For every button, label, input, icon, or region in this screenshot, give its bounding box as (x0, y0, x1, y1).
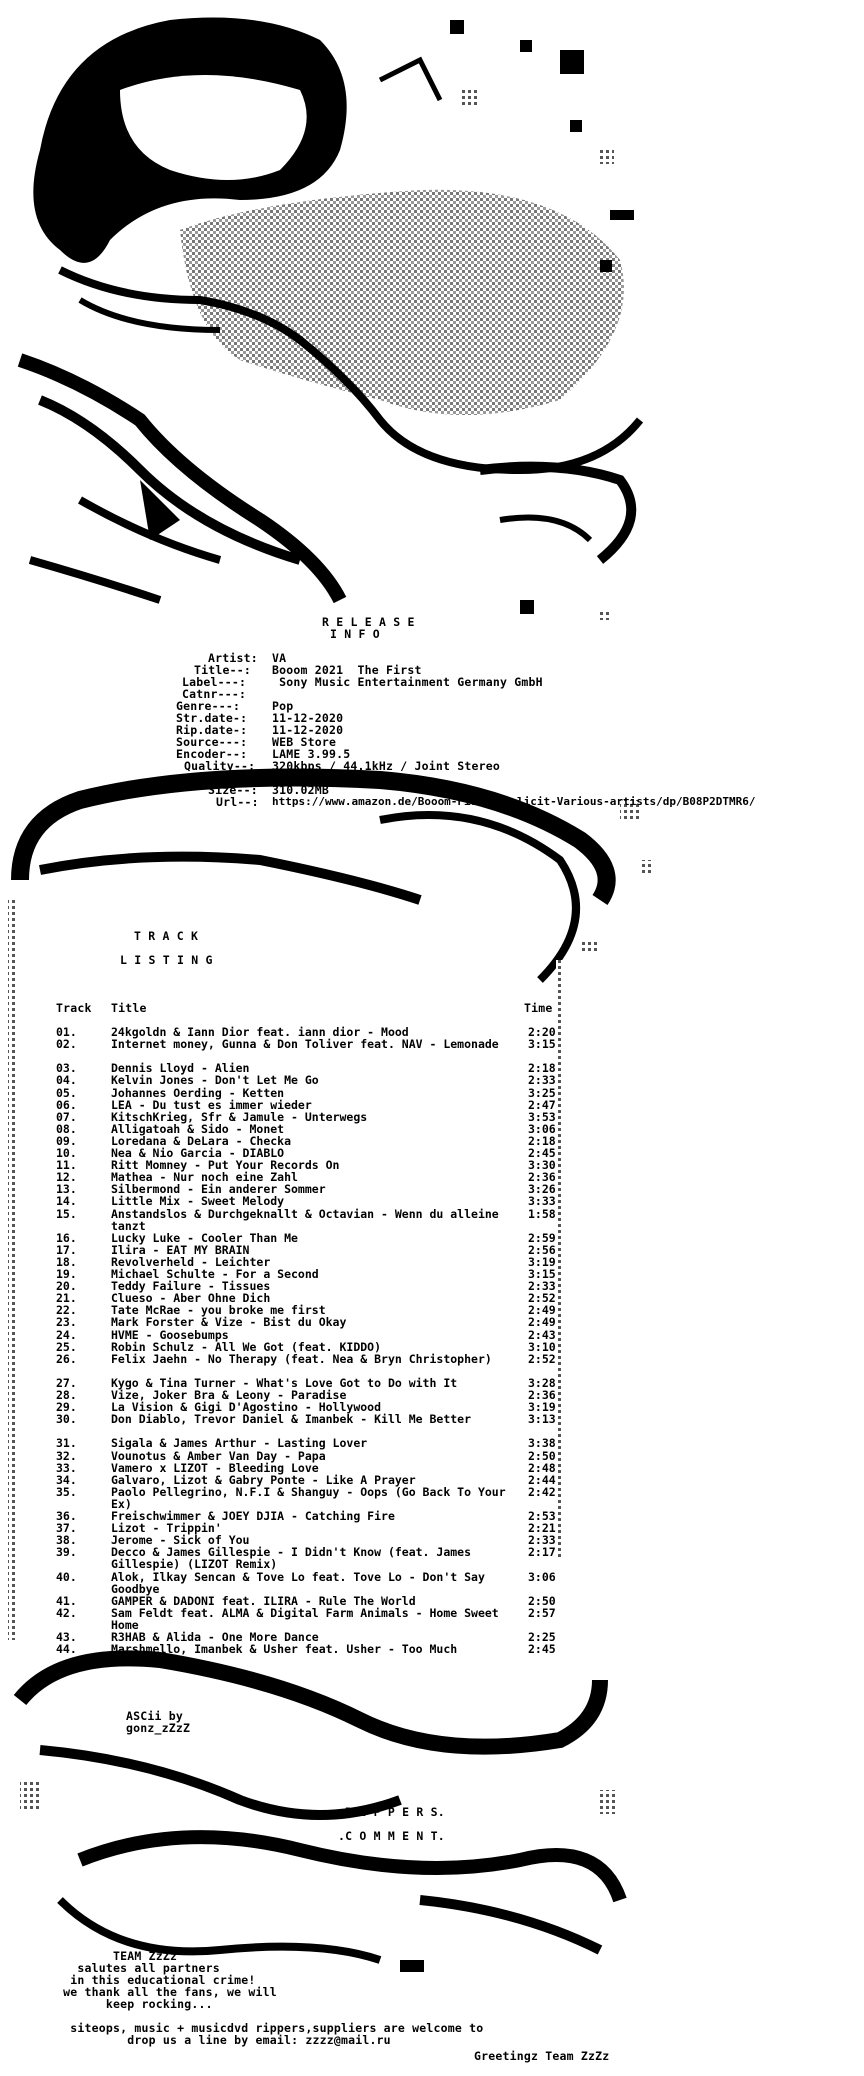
release-info-value: 44 (272, 771, 287, 785)
track-number: 21. (56, 1291, 77, 1306)
track-title: Kygo & Tina Turner - What's Love Got to Do with It (111, 1375, 458, 1390)
track-title: Mathea - Nur noch eine Zahl (111, 1170, 298, 1185)
release-info-label: Title--: (194, 663, 251, 677)
track-number: 39. (56, 1545, 77, 1560)
track-time: 2:52 (528, 1351, 556, 1366)
scroll-bottom-art (20, 1658, 620, 1975)
track-number: 13. (56, 1182, 77, 1197)
track-time: 3:53 (528, 1109, 556, 1124)
release-info-label: Source---: (176, 735, 248, 749)
track-number: 09. (56, 1133, 77, 1148)
track-number: 17. (56, 1242, 77, 1257)
release-info-label: Size--: (208, 783, 258, 797)
track-title: Freischwimmer & JOEY DJIA - Catching Fire (111, 1509, 395, 1523)
release-info-value: 310.02MB (272, 783, 329, 797)
track-number: 05. (56, 1085, 77, 1100)
track-number: 08. (56, 1121, 77, 1136)
track-title: Silbermond - Ein anderer Sommer (111, 1182, 326, 1197)
track-time: 2:45 (528, 1146, 556, 1160)
left-border-art (8, 900, 16, 1640)
track-number: 34. (56, 1472, 77, 1487)
track-time: 3:19 (528, 1400, 556, 1415)
track-title: Paolo Pellegrino, N.F.I & Shanguy - Oops (Go Back To Your Ex) (111, 1484, 506, 1511)
track-title: La Vision & Gigi D'Agostino - Hollywood (111, 1400, 382, 1415)
track-title: Mark Forster & Vize - Bist du Okay (111, 1315, 347, 1330)
track-title: Alok, Ilkay Sencan & Tove Lo feat. Tove Lo - Don't Say Goodbye (111, 1569, 485, 1596)
track-time: 2:52 (528, 1291, 556, 1306)
track-time: 2:20 (528, 1025, 556, 1039)
release-info-label: Artist: (208, 651, 258, 665)
release-header-line1: R E L E A S E (322, 615, 415, 629)
track-number: 43. (56, 1630, 77, 1644)
track-title: Anstandslos & Durchgeknallt & Octavian - Wenn du alleine tanzt (111, 1206, 499, 1233)
track-number: 16. (56, 1230, 77, 1245)
track-time: 2:43 (528, 1327, 556, 1342)
track-time: 2:18 (528, 1061, 556, 1076)
listing-header-line1: T R A C K (134, 929, 199, 943)
release-info-value: WEB Store (272, 735, 337, 749)
team-message-line: siteops, music + musicdvd rippers,suppliers are welcome to (56, 2021, 484, 2035)
track-title: Clueso - Aber Ohne Dich (111, 1291, 271, 1306)
team-message-line: we thank all the fans, we will (56, 1985, 277, 1999)
track-time: 3:06 (528, 1121, 556, 1136)
track-time: 1:58 (528, 1206, 556, 1221)
release-info-label: Rip.date-: (176, 723, 248, 737)
release-info-label: Tracks--: (194, 771, 259, 785)
track-time: 3:25 (528, 1085, 556, 1100)
release-header-line2: I N F O (330, 627, 380, 641)
release-info-label: Genre---: (176, 699, 241, 713)
track-title: 24kgoldn & Iann Dior feat. iann dior - Mood (111, 1025, 409, 1039)
release-info-value: LAME 3.99.5 (272, 747, 351, 761)
listing-header-line2: L I S T I N G (120, 953, 213, 967)
track-title: Lucky Luke - Cooler Than Me (111, 1230, 298, 1245)
release-info-label: Url--: (216, 795, 259, 809)
track-time: 3:38 (528, 1436, 556, 1451)
track-number: 33. (56, 1460, 77, 1475)
track-number: 29. (56, 1400, 77, 1415)
rippers-comment-line2: .C O M M E N T. (338, 1829, 445, 1843)
track-number: 41. (56, 1593, 77, 1608)
track-number: 15. (56, 1206, 77, 1221)
release-info-value: 11-12-2020 (272, 723, 344, 737)
track-title: Vounotus & Amber Van Day - Papa (111, 1448, 326, 1463)
track-title: Nea & Nio Garcia - DIABLO (111, 1146, 285, 1160)
ascii-credit-line1: ASCii by (126, 1709, 183, 1723)
release-info-value: Booom 2021 The First (272, 663, 422, 677)
track-time: 3:30 (528, 1158, 556, 1173)
track-time: 2:45 (528, 1642, 556, 1657)
team-message-line: drop us a line by email: zzzz@mail.ru (56, 2033, 391, 2047)
track-number: 37. (56, 1521, 77, 1536)
track-number: 32. (56, 1448, 77, 1463)
track-time: 3:06 (528, 1569, 556, 1584)
track-number: 12. (56, 1170, 77, 1185)
track-time: 3:33 (528, 1194, 556, 1209)
track-time: 3:13 (528, 1412, 556, 1427)
track-time: 3:10 (528, 1339, 556, 1354)
track-title: HVME - Goosebumps (111, 1327, 229, 1342)
track-number: 04. (56, 1073, 77, 1088)
release-info-label: Quality--: (184, 759, 256, 773)
team-message-line: keep rocking... (56, 1997, 213, 2011)
release-info-label: Catnr---: (182, 687, 247, 701)
team-message-line: salutes all partners (56, 1961, 220, 1975)
team-message-line: in this educational crime! (56, 1973, 256, 1987)
release-info-value: 320kbps / 44.1kHz / Joint Stereo (272, 759, 500, 773)
track-title: Revolverheld - Leichter (111, 1254, 271, 1269)
track-time: 2:36 (528, 1388, 556, 1402)
track-number: 19. (56, 1267, 77, 1281)
track-time: 2:44 (528, 1472, 556, 1487)
release-info-value: Sony Music Entertainment Germany GmbH (272, 675, 543, 689)
track-title: Loredana & DeLara - Checka (111, 1133, 292, 1148)
track-title: Felix Jaehn - No Therapy (feat. Nea & Bryn Christopher) (111, 1351, 492, 1366)
track-time: 3:15 (528, 1267, 556, 1281)
track-number: 11. (56, 1158, 77, 1173)
track-number: 27. (56, 1375, 77, 1390)
track-number: 25. (56, 1339, 77, 1354)
track-title: Ilira - EAT MY BRAIN (111, 1242, 250, 1257)
track-title: Don Diablo, Trevor Daniel & Imanbek - Kill Me Better (111, 1412, 472, 1427)
track-title: Vize, Joker Bra & Leony - Paradise (111, 1388, 347, 1402)
track-time: 2:56 (528, 1242, 556, 1257)
track-title: Jerome - Sick of You (111, 1533, 250, 1548)
track-title: Decco & James Gillespie - I Didn't Know (feat. James Gillespie) (LIZOT Remix) (111, 1545, 472, 1572)
track-number: 10. (56, 1146, 77, 1160)
track-title: Ritt Momney - Put Your Records On (111, 1158, 340, 1173)
track-number: 28. (56, 1388, 77, 1402)
track-number: 30. (56, 1412, 77, 1427)
track-number: 14. (56, 1194, 77, 1209)
woman-figure-art (20, 18, 640, 621)
track-title: Vamero x LIZOT - Bleeding Love (111, 1460, 319, 1475)
column-header-title: Title (111, 1001, 147, 1015)
track-title: R3HAB & Alida - One More Dance (111, 1630, 319, 1644)
track-title: Little Mix - Sweet Melody (111, 1194, 285, 1209)
track-title: Alligatoah & Sido - Monet (111, 1121, 285, 1136)
release-info-value: Pop (272, 699, 294, 713)
track-time: 2:25 (528, 1630, 556, 1644)
track-number: 26. (56, 1351, 77, 1366)
track-title: Tate McRae - you broke me first (111, 1303, 326, 1318)
column-header-track: Track (56, 1001, 92, 1015)
track-number: 42. (56, 1605, 77, 1620)
track-time: 3:28 (528, 1375, 556, 1390)
track-number: 40. (56, 1569, 77, 1584)
track-time: 2:33 (528, 1073, 556, 1088)
track-number: 06. (56, 1097, 77, 1112)
track-number: 01. (56, 1025, 77, 1039)
track-time: 2:33 (528, 1533, 556, 1548)
track-title: Michael Schulte - For a Second (111, 1267, 319, 1281)
track-time: 2:59 (528, 1230, 556, 1245)
track-time: 2:57 (528, 1605, 556, 1620)
track-title: Internet money, Gunna & Don Toliver feat. NAV - Lemonade (111, 1037, 499, 1052)
track-time: 2:18 (528, 1133, 556, 1148)
track-time: 3:26 (528, 1182, 556, 1197)
track-title: Galvaro, Lizot & Gabry Ponte - Like A Prayer (111, 1472, 416, 1487)
track-time: 2:21 (528, 1521, 556, 1536)
track-number: 07. (56, 1109, 77, 1124)
track-title: Lizot - Trippin' (111, 1521, 222, 1536)
track-time: 2:48 (528, 1460, 556, 1475)
track-number: 23. (56, 1315, 77, 1330)
rippers-comment-line1: .R I P P E R S. (338, 1805, 445, 1819)
track-number: 20. (56, 1279, 77, 1294)
track-number: 03. (56, 1061, 77, 1076)
column-header-time: Time (524, 1001, 553, 1015)
release-info-value: https://www.amazon.de/Booom-First-Explicit-Various-artists/dp/B08P2DTMR6/ (272, 795, 756, 808)
track-title: Johannes Oerding - Ketten (111, 1085, 285, 1100)
track-title: Sigala & James Arthur - Lasting Lover (111, 1436, 368, 1451)
release-info-value: VA (272, 651, 287, 665)
ascii-credit-line2: gonz_zZzZ (126, 1721, 191, 1735)
track-time: 2:50 (528, 1593, 556, 1608)
track-number: 38. (56, 1533, 77, 1548)
release-info-label: Label---: (182, 675, 247, 689)
track-time: 2:47 (528, 1097, 556, 1112)
track-number: 36. (56, 1509, 77, 1523)
track-number: 02. (56, 1037, 77, 1052)
team-message-line: TEAM ZzZz (56, 1949, 178, 1963)
track-time: 2:50 (528, 1448, 556, 1463)
track-time: 2:53 (528, 1509, 556, 1523)
track-title: Teddy Failure - Tissues (111, 1279, 271, 1294)
track-title: Robin Schulz - All We Got (feat. KIDDO) (111, 1339, 382, 1354)
track-title: GAMPER & DADONI feat. ILIRA - Rule The World (111, 1593, 416, 1608)
track-time: 2:49 (528, 1303, 556, 1318)
greetings: Greetingz Team ZzZz (474, 2049, 610, 2063)
release-info-label: Str.date-: (176, 711, 248, 725)
release-info-label: Encoder--: (176, 747, 248, 761)
track-time: 3:19 (528, 1254, 556, 1269)
track-number: 22. (56, 1303, 77, 1318)
track-title: Kelvin Jones - Don't Let Me Go (111, 1073, 319, 1088)
track-number: 44. (56, 1642, 77, 1657)
track-time: 2:36 (528, 1170, 556, 1185)
track-title: Marshmello, Imanbek & Usher feat. Usher - Too Much (111, 1642, 458, 1657)
track-time: 2:33 (528, 1279, 556, 1294)
track-time: 2:17 (528, 1545, 556, 1560)
track-title: LEA - Du tust es immer wieder (111, 1097, 312, 1112)
track-number: 31. (56, 1436, 77, 1451)
track-title: Dennis Lloyd - Alien (111, 1061, 250, 1076)
release-info-value: 11-12-2020 (272, 711, 344, 725)
track-title: Sam Feldt feat. ALMA & Digital Farm Animals - Home Sweet Home (111, 1605, 499, 1632)
track-time: 2:49 (528, 1315, 556, 1330)
track-number: 35. (56, 1484, 77, 1499)
track-title: KitschKrieg, Sfr & Jamule - Unterwegs (111, 1109, 368, 1124)
track-number: 18. (56, 1254, 77, 1269)
track-number: 24. (56, 1327, 77, 1342)
track-time: 3:15 (528, 1037, 556, 1052)
track-time: 2:42 (528, 1484, 556, 1499)
